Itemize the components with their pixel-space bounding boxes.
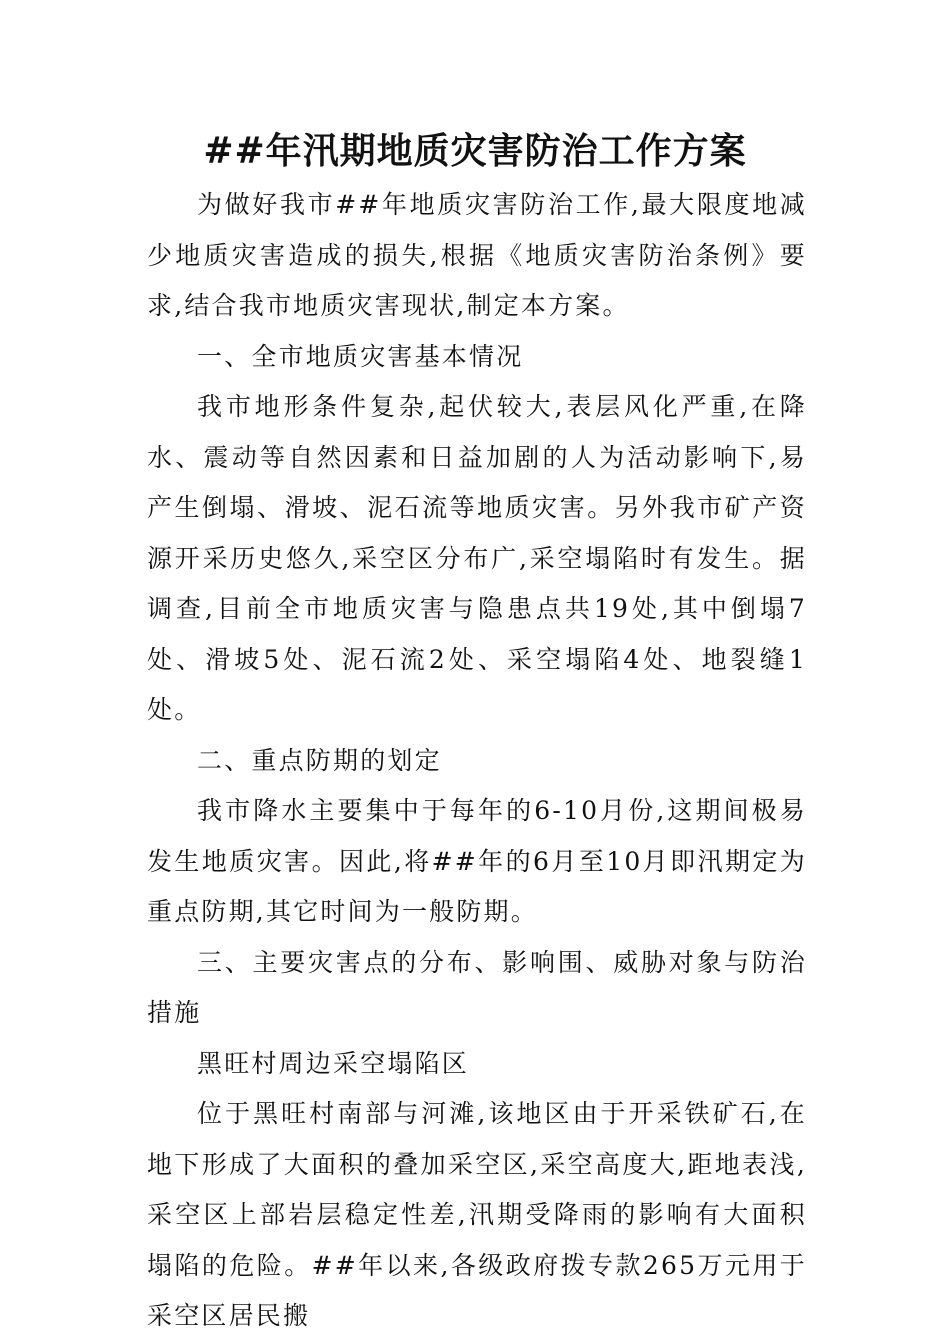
body-paragraph: 我市地形条件复杂,起伏较大,表层风化严重,在降水、震动等自然因素和日益加剧的人为活动影响下,易产生倒塌、滑坡、泥石流等地质灾害。另外我市矿产资源开采历史悠久,采空区分布广,采空塌陷时有发生。据调查,目前全市地质灾害与隐患点共19处,其中倒塌7处、滑坡5处、泥石流2处、采空塌陷4处、地裂缝1处。 xyxy=(147,392,807,724)
section-heading-3: 三、主要灾害点的分布、影响围、威胁对象与防治措施 xyxy=(147,947,807,1027)
intro-paragraph: 为做好我市##年地质灾害防治工作,最大限度地减少地质灾害造成的损失,根据《地质灾害防治条例》要求,结合我市地质灾害现状,制定本方案。 xyxy=(147,190,807,320)
body-paragraph: 我市降水主要集中于每年的6-10月份,这期间极易发生地质灾害。因此,将##年的6月至10月即汛期定为重点防期,其它时间为一般防期。 xyxy=(147,796,807,926)
document-body xyxy=(147,180,807,1342)
section-heading-1: 一、全市地质灾害基本情况 xyxy=(197,341,524,371)
body-paragraph: 位于黑旺村南部与河滩,该地区由于开采铁矿石,在地下形成了大面积的叠加采空区,采空高度大,距地表浅,采空区上部岩层稳定性差,汛期受降雨的影响有大面积塌陷的危险。##年以来,各级政府拨专款265万元用于采空区居民搬 xyxy=(147,1099,807,1330)
document-title: ##年汛期地质灾害防治工作方案 xyxy=(203,130,747,172)
section-heading-2: 二、重点防期的划定 xyxy=(197,745,442,775)
subsection-heading: 黑旺村周边采空塌陷区 xyxy=(197,1048,470,1078)
